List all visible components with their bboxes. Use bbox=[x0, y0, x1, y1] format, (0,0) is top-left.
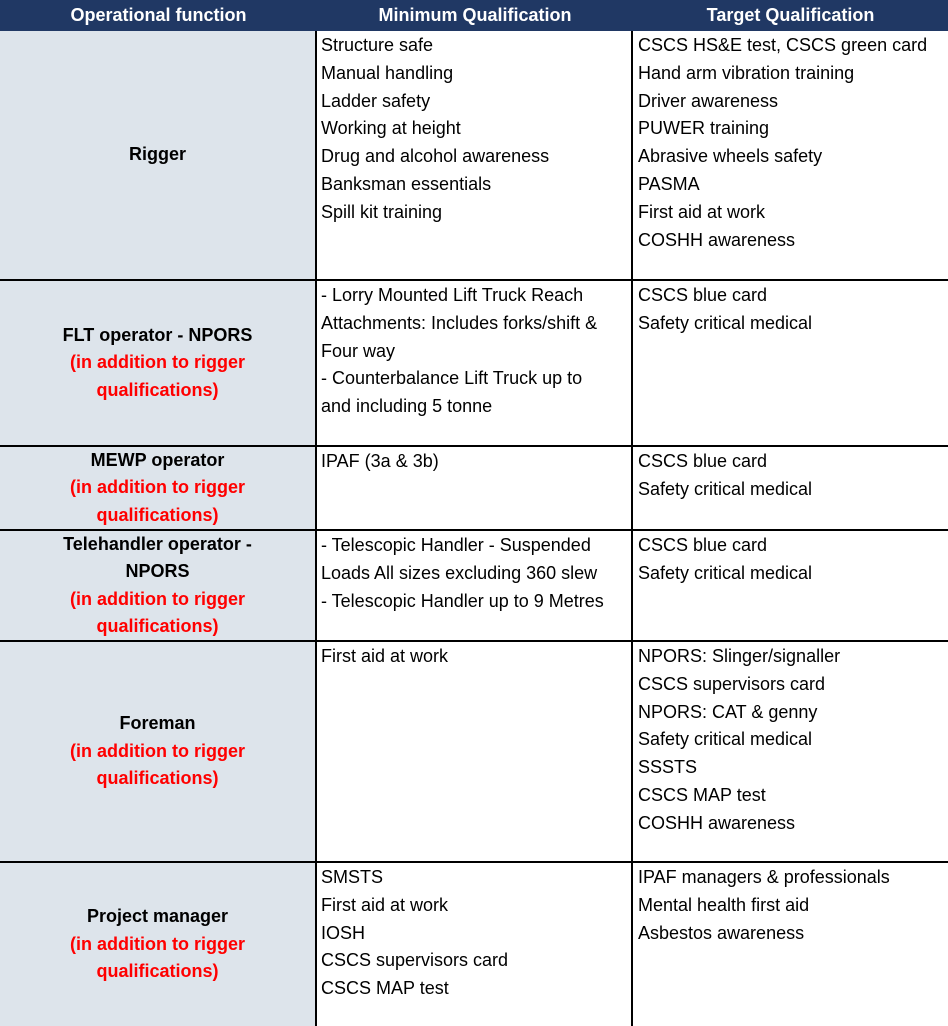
qualification-item: CSCS blue card bbox=[638, 451, 768, 471]
qualification-item: Drug and alcohol awareness bbox=[321, 146, 550, 167]
qualification-item: Loads All sizes excluding 360 slew bbox=[321, 562, 598, 583]
table-row bbox=[0, 31, 948, 279]
qualification-item: Ladder safety bbox=[321, 90, 431, 111]
role-title: Rigger bbox=[128, 144, 186, 165]
rigger-note: (in addition to rigger qualifications) bbox=[70, 588, 245, 636]
minimum-qualification-cell bbox=[317, 863, 633, 1026]
qualification-item: and including 5 tonne bbox=[321, 396, 493, 417]
minimum-qualification-cell bbox=[317, 447, 633, 529]
qualification-item: Asbestos awareness bbox=[638, 922, 805, 943]
qualification-item: - Telescopic Handler up to 9 Metres bbox=[321, 590, 604, 611]
target-qualification-cell bbox=[633, 531, 948, 640]
role-title: MEWP operator bbox=[90, 449, 225, 470]
qualification-item: Attachments: Includes forks/shift & bbox=[321, 312, 598, 333]
role-title: Project manager bbox=[86, 906, 229, 927]
role-title: FLT operator - NPORS bbox=[62, 324, 253, 345]
rigger-note: (in addition to rigger qualifications) bbox=[70, 352, 245, 400]
table-row bbox=[0, 447, 948, 529]
operational-function-cell bbox=[0, 31, 317, 279]
qualification-item: IPAF (3a & 3b) bbox=[321, 451, 439, 471]
target-qualification-cell bbox=[633, 642, 948, 861]
qualification-item: Manual handling bbox=[321, 62, 454, 83]
qualification-item: Working at height bbox=[321, 118, 461, 139]
qualification-item: Structure safe bbox=[321, 35, 434, 55]
qualification-item: COSHH awareness bbox=[638, 229, 796, 250]
qualification-item: Safety critical medical bbox=[638, 312, 813, 333]
qualification-item: CSCS supervisors card bbox=[321, 950, 509, 971]
role-title: Telehandler operator - NPORS bbox=[63, 533, 252, 581]
rigger-note: (in addition to rigger qualifications) bbox=[70, 933, 245, 982]
operational-function-cell bbox=[0, 531, 317, 640]
rigger-note: (in addition to rigger qualifications) bbox=[70, 477, 245, 525]
qualification-item: Spill kit training bbox=[321, 201, 443, 222]
qualification-item: PASMA bbox=[638, 173, 700, 194]
rigger-note: (in addition to rigger qualifications) bbox=[70, 740, 245, 789]
qualification-item: CSCS HS&E test, CSCS green card bbox=[638, 35, 928, 55]
qualification-item: CSCS MAP test bbox=[321, 978, 449, 999]
qualification-item: - Counterbalance Lift Truck up to bbox=[321, 368, 583, 389]
qualification-item: SMSTS bbox=[321, 867, 384, 887]
role-title: Foreman bbox=[119, 713, 196, 734]
header-operational-function: Operational function bbox=[0, 0, 317, 31]
qualification-item: Driver awareness bbox=[638, 90, 779, 111]
qualification-item: CSCS blue card bbox=[638, 285, 768, 305]
target-qualification-cell bbox=[633, 281, 948, 445]
qualification-item: SSSTS bbox=[638, 757, 698, 778]
target-qualification-cell bbox=[633, 447, 948, 529]
table-row bbox=[0, 642, 948, 861]
qualification-item: COSHH awareness bbox=[638, 812, 796, 833]
qualification-item: IPAF managers & professionals bbox=[638, 867, 890, 887]
qualification-item: IOSH bbox=[321, 922, 366, 943]
operational-function-cell bbox=[0, 281, 317, 445]
operational-function-cell bbox=[0, 447, 317, 529]
qualification-item: Safety critical medical bbox=[638, 562, 813, 583]
qualification-item: Mental health first aid bbox=[638, 894, 810, 915]
minimum-qualification-cell bbox=[317, 642, 633, 861]
qualification-item: - Telescopic Handler - Suspended bbox=[321, 535, 591, 555]
qualification-item: Hand arm vibration training bbox=[638, 62, 855, 83]
target-qualification-cell bbox=[633, 863, 948, 1026]
target-qualification-cell bbox=[633, 31, 948, 279]
qualification-item: NPORS: CAT & genny bbox=[638, 701, 818, 722]
qualification-item: Abrasive wheels safety bbox=[638, 146, 823, 167]
header-target-qualification: Target Qualification bbox=[633, 0, 948, 31]
minimum-qualification-cell bbox=[317, 531, 633, 640]
qualification-item: PUWER training bbox=[638, 118, 770, 139]
table-row bbox=[0, 863, 948, 1026]
qualification-item: First aid at work bbox=[321, 894, 449, 915]
qualification-item: CSCS blue card bbox=[638, 535, 768, 555]
table-row bbox=[0, 281, 948, 445]
minimum-qualification-cell bbox=[317, 281, 633, 445]
qualification-item: First aid at work bbox=[321, 646, 449, 666]
table-row bbox=[0, 531, 948, 640]
operational-function-cell bbox=[0, 863, 317, 1026]
qualification-item: Safety critical medical bbox=[638, 729, 813, 750]
qualification-item: - Lorry Mounted Lift Truck Reach bbox=[321, 285, 584, 305]
qualification-item: Four way bbox=[321, 340, 396, 361]
qualification-item: First aid at work bbox=[638, 201, 766, 222]
minimum-qualification-cell bbox=[317, 31, 633, 279]
qualification-item: CSCS MAP test bbox=[638, 784, 766, 805]
qualification-item: Banksman essentials bbox=[321, 173, 492, 194]
header-minimum-qualification: Minimum Qualification bbox=[317, 0, 633, 31]
operational-function-cell bbox=[0, 642, 317, 861]
qualification-item: CSCS supervisors card bbox=[638, 673, 826, 694]
qualification-item: NPORS: Slinger/signaller bbox=[638, 646, 841, 666]
qualification-item: Safety critical medical bbox=[638, 478, 813, 499]
